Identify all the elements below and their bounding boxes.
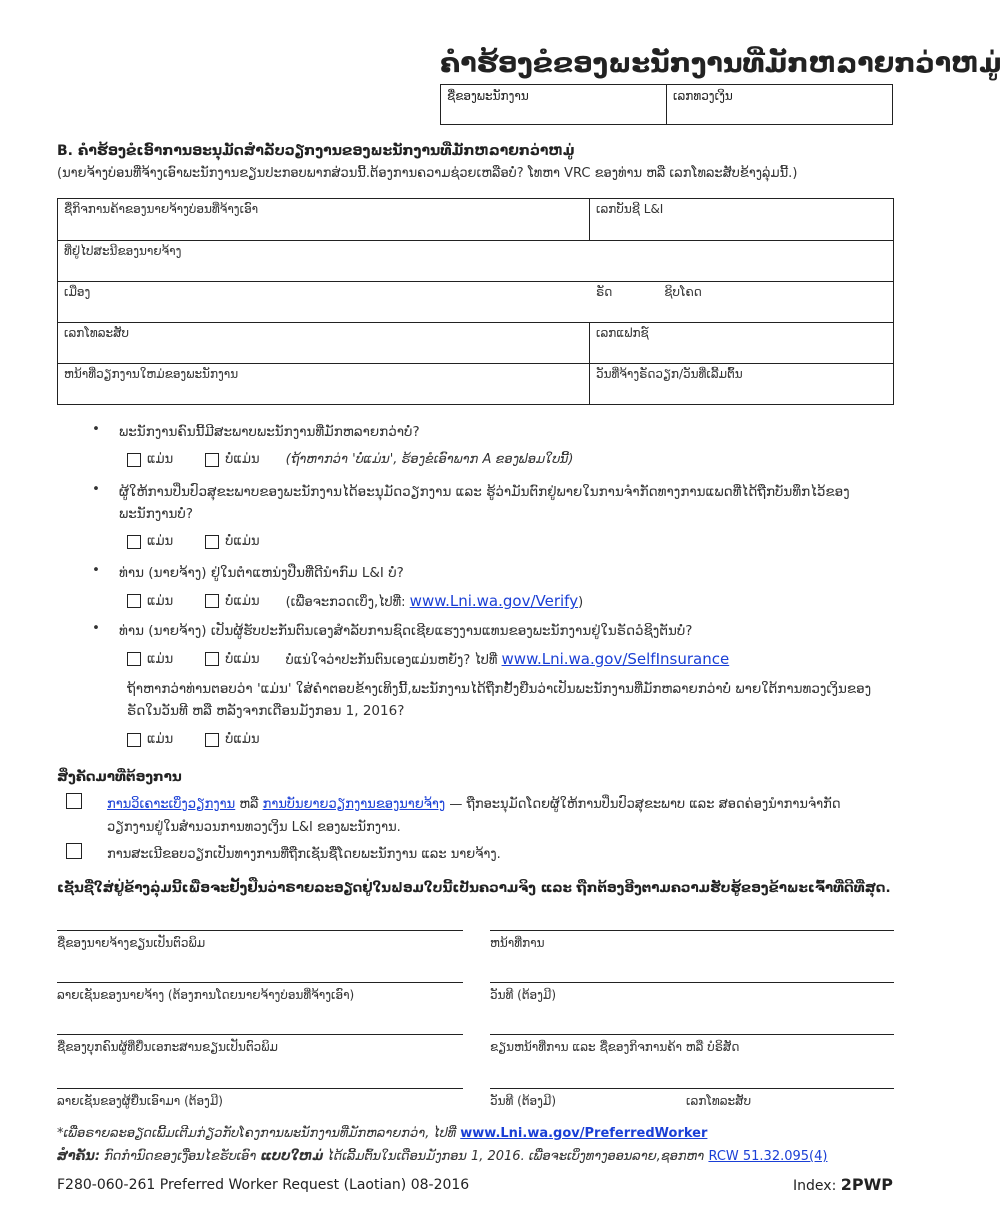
q4-yes-checkbox[interactable] [127, 652, 141, 666]
q3-yes-label: ແມ່ນ [147, 593, 174, 609]
index-value: 2PWP [840, 1175, 893, 1194]
doc-1-or: ຫລື [239, 797, 259, 812]
self-insurance-link[interactable]: www.Lni.wa.gov/SelfInsurance [501, 650, 730, 668]
q2-yes-label: ແມ່ນ [147, 534, 174, 549]
hire-date-label: ວັນທີ່ຈ້າງຣັດວຽກ/ວັນທີ່ເລີ້ມຕົ້ນ [596, 367, 743, 381]
important-new: ແບບໃຫມ່ [260, 1149, 324, 1164]
phone-field[interactable] [58, 323, 590, 363]
preparer-title-line[interactable] [490, 1034, 894, 1054]
date-line[interactable] [490, 982, 894, 1002]
question-3 [92, 562, 882, 584]
verify-link[interactable]: www.Lni.wa.gov/Verify [409, 592, 579, 610]
preparer-signature-label: ລາຍເຊັນຂອງຜູ້ຍື່ນເອົາມາ (ຕ້ອງມີ) [57, 1094, 223, 1108]
job-analysis-link[interactable]: ການວິເຄາະເບິ່ງວຽກງານ [107, 797, 236, 812]
job-description-link[interactable]: ການບັນຍາຍວຽກງານຂອງນາຍຈ້າງ [262, 797, 446, 812]
rcw-link[interactable]: RCW 51.32.095(4) [708, 1149, 828, 1164]
q3-note-end: ) [578, 595, 584, 610]
q1-yes-label: ແມ່ນ [147, 452, 174, 467]
q4-note [286, 650, 730, 668]
doc-1-rest: — ຖືກອະນຸມັດໂດຍຜູ້ໃຫ້ການປິ່ນປົວສຸຂະພາບ ແລະ ສອດຄ່ອງນຳການຈຳກັດວຽກງານຢູ່ໃນສຳນວນການທວງເງິນ L&I ຂອງພະນັກງານ. [107, 797, 841, 835]
q1-note: (ຖ້າຫາກວ່າ 'ບໍ່ແມ່ນ', ຮ້ອງຂໍເອົາພາກ A ຂອງຟອມໃບນີ້) [285, 452, 574, 467]
address-label: ທີ່ຢູ່ໄປສະນີຂອງນາຍຈ້າງ [64, 244, 182, 258]
q3-note [286, 592, 584, 610]
q1-no-label: ບໍ່ແມ່ນ [225, 452, 260, 467]
attestation-text: ເຊັນຊື່ໃສ່ຢູ່ຂ້າງລຸ່ມນີ້ເພື່ອຈະຢັ້ງຢືນວ່າຣາຍລະອຽດຢູ່ໃນຟອມໃບນີ້ເປັນຄວາມຈິງ ແລະ ຖືກຕ້ອງອີງຕາມຄວາມຮັບຮູ້ຂອງຂ້າພະເຈົ້າທີ່ດີທີ່ສຸດ. [57, 880, 891, 896]
bullet-icon: • [92, 481, 100, 497]
important-text: ກົດກຳນົດຂອງເງື່ອນໄຂຮັບເອົາ [104, 1149, 257, 1164]
address-field[interactable] [58, 241, 893, 281]
employer-signature-line[interactable] [57, 982, 463, 1002]
followup-no-label: ບໍ່ແມ່ນ [225, 732, 260, 747]
followup-no-checkbox[interactable] [205, 733, 219, 747]
worker-name-field[interactable] [441, 85, 666, 124]
q4-no-checkbox[interactable] [205, 652, 219, 666]
hire-date-field[interactable] [590, 364, 893, 404]
q3-yes-checkbox[interactable] [127, 594, 141, 608]
question-4-text: ທ່ານ (ນາຍຈ້າງ) ເປັນຜູ້ຮັບປະກັນຕົນເອງສຳລັບການຊົດເຊີຍແຮງງານແທນຂອງພະນັກງານຢູ່ໃນຣັດວໍຊິງຕັນບໍ່? [119, 623, 693, 639]
question-3-text: ທ່ານ (ນາຍຈ້າງ) ຢູ່ໃນຕຳແຫນ່ງປືນທີ່ດີນຳກົມ L&I ບໍ່? [119, 565, 404, 581]
document-item-2 [66, 843, 886, 866]
date-phone-line[interactable] [490, 1088, 894, 1108]
section-b-subtitle: (ນາຍຈ້າງບ່ອນທີ່ຈ້າງເອົາພະນັກງານຂຽນປະກອບພາກສ່ວນນີ້.ຕ້ອງການຄວາມຊ່ວຍເຫລືອບໍ່? ໂທຫາ VRC ຂອງທ່ານ ຫລື ເລກໂທລະສັບຂ້າງລຸ່ມນີ້.) [57, 166, 798, 181]
business-name-field[interactable] [58, 199, 590, 240]
question-2-text: ຜູ້ໃຫ້ການປິ່ນປົວສຸຂະພາບຂອງພະນັກງານໄດ້ອະນຸມັດວຽກງານ ແລະ ຮູ້ວ່າມັນຕົກຢູ່ພາຍໃນການຈຳກັດທາງການແພດທີ່ໄດ້ຖືກບັນທຶກໄວ້ຂອງພະນັກງານບໍ່? [119, 484, 850, 522]
preparer-name-line[interactable] [57, 1034, 463, 1054]
section-b-title: B. ຄຳຮ້ອງຂໍເອົາການອະນຸມັດສຳລັບວຽກງານຂອງພະນັກງານທີ່ມັກຫລາຍກວ່າຫມູ່ [57, 143, 575, 159]
question-2 [92, 481, 882, 525]
worker-name-label: ຊື່ຂອງພະນັກງານ [447, 89, 529, 103]
li-account-field[interactable] [590, 199, 893, 240]
date-label-2: ວັນທີ (ຕ້ອງມີ) [490, 1094, 557, 1108]
q2-no-label: ບໍ່ແມ່ນ [225, 534, 260, 549]
new-job-title-field[interactable] [58, 364, 590, 404]
city-field[interactable] [58, 282, 590, 322]
li-account-label: ເລກບັນຊີ L&I [596, 202, 664, 216]
form-title: ຄຳຮ້ອງຂໍຂອງພະນັກງານທີ່ມັກຫລາຍກວ່າຫມູ່ [440, 48, 1002, 79]
q3-no-checkbox[interactable] [205, 594, 219, 608]
employer-row-3 [58, 281, 893, 322]
preferred-worker-link[interactable]: www.Lni.wa.gov/PreferredWorker [460, 1126, 708, 1141]
q4-yes-label: ແມ່ນ [147, 651, 174, 667]
q2-yes-checkbox[interactable] [127, 535, 141, 549]
question-4 [92, 620, 882, 642]
followup-yes-checkbox[interactable] [127, 733, 141, 747]
doc-1-checkbox[interactable] [66, 793, 82, 809]
q1-yes-checkbox[interactable] [127, 453, 141, 467]
preparer-name-label: ຊື່ຂອງບຸກຄົນຜູ້ທີ່ຍື່ນເອກະສານຂຽນເປັນຕົວພິມ [57, 1040, 278, 1054]
zip-label: ຊິບໂຄດ [664, 285, 702, 299]
employer-row-2 [58, 240, 893, 281]
bullet-icon: • [92, 562, 100, 578]
fax-field[interactable] [590, 323, 893, 363]
worker-info-box [440, 84, 893, 125]
question-3-options [127, 592, 583, 610]
q2-no-checkbox[interactable] [205, 535, 219, 549]
employer-row-4 [58, 322, 893, 363]
city-label: ເມືອງ [64, 285, 91, 299]
followup-yes-label: ແມ່ນ [147, 732, 174, 747]
q1-no-checkbox[interactable] [205, 453, 219, 467]
required-documents-title: ສິ່ງຄັດມາທີ່ຕ້ອງການ [57, 769, 182, 785]
fax-label: ເລກແຟກຊ໌ [596, 326, 649, 340]
document-item-1 [66, 793, 886, 839]
employer-name-line[interactable] [57, 930, 463, 950]
question-1 [92, 421, 882, 443]
preparer-title-label: ຂຽນຫນ້າທີ່ການ ແລະ ຊື່ຂອງກິຈການຄ້າ ຫລື ບໍຣິສັດ [490, 1040, 740, 1054]
doc-1-text [107, 793, 886, 839]
employer-row-5 [58, 363, 893, 404]
more-info-footnote [57, 1126, 707, 1141]
more-info-text: *ເພື່ອຣາຍລະອຽດເພີ້ມເຕີມກ່ຽວກັບໂຄງການພະນັກງານທີ່ມັກຫລາຍກວ່າ, ໄປທີ່ [57, 1126, 457, 1141]
employer-row-1 [58, 199, 893, 240]
business-name-label: ຊື່ກິຈການຄ້າຂອງນາຍຈ້າງບ່ອນທີ່ຈ້າງເອົາ [64, 202, 259, 216]
index-label: Index: [793, 1178, 837, 1194]
q4-note-text: ບໍ່ແນ່ໃຈວ່າປະກັນຕົນເອງແມ່ນຫຍັງ? ໄປທີ່ [285, 653, 498, 668]
preparer-signature-line[interactable] [57, 1088, 463, 1108]
employer-name-label: ຊື່ຂອງນາຍຈ້າງຂຽນເປັນຕົວພິມ [57, 936, 206, 950]
question-4-options [127, 650, 729, 668]
doc-2-checkbox[interactable] [66, 843, 82, 859]
question-1-options [127, 452, 573, 467]
new-job-title-label: ຫນ້າທີ່ວຽກງານໃຫມ່ຂອງພະນັກງານ [64, 367, 239, 381]
important-label: ສຳຄັນ: [57, 1149, 101, 1164]
doc-2-text: ການສະເນີຂອບວຽກເປັນທາງການທີ່ຖືກເຊັນຊື່ໂດຍພະນັກງານ ແລະ ນາຍຈ້າງ. [107, 847, 501, 862]
phone-label-2: ເລກໂທລະສັບ [686, 1094, 752, 1108]
question-2-options [127, 534, 260, 549]
important-rest: ໄດ້ເລີ້ມຕົ້ນໃນເດືອນມັງກອນ 1, 2016. ເພື່ອຈະເບິ່ງທາງອອນລາຍ,ຊອກຫາ [327, 1149, 705, 1164]
title-label: ຫນ້າທີ່ການ [490, 936, 545, 950]
state-label: ຣັດ [596, 285, 613, 299]
q3-note-text: (ເພື່ອຈະກວດເບິ່ງ,ໄປທີ່: [285, 595, 406, 610]
title-line[interactable] [490, 930, 894, 950]
followup-options [127, 732, 260, 747]
form-id: F280-060-261 Preferred Worker Request (Laotian) 08-2016 [57, 1177, 470, 1193]
q3-no-label: ບໍ່ແມ່ນ [225, 593, 260, 609]
state-zip-field[interactable] [590, 282, 893, 322]
bullet-icon: • [92, 421, 100, 437]
form-index [793, 1175, 893, 1194]
claim-number-label: ເລກທວງເງິນ [673, 89, 733, 103]
q4-no-label: ບໍ່ແມ່ນ [225, 651, 260, 667]
bullet-icon: • [92, 620, 100, 636]
employer-signature-label: ລາຍເຊັນຂອງນາຍຈ້າງ (ຕ້ອງການໂດຍນາຍຈ້າງບ່ອນທີ່ຈ້າງເອົາ) [57, 988, 355, 1002]
question-1-text: ພະນັກງານຄົນນີ້ມີສະພາບພະນັກງານທີ່ມັກຫລາຍກວ່າບໍ່? [119, 424, 420, 440]
important-footnote [57, 1149, 827, 1164]
phone-label: ເລກໂທລະສັບ [64, 326, 130, 340]
employer-info-table [57, 198, 894, 405]
date-label: ວັນທີ (ຕ້ອງມີ) [490, 988, 557, 1002]
followup-question: ຖ້າຫາກວ່າທ່ານຕອບວ່າ 'ແມ່ນ' ໃສ່ຄຳຕອບຂ້າງເທິງນີ້,ພະນັກງານໄດ້ຖືກຢັ້ງຢືນວ່າເປັນພະນັກງານທີ່ມັກຫລາຍກວ່າບໍ່ ພາຍໃຕ້ການທວງເງິນຂອງຣັດໃນວັນທີ ຫລື ຫລັງຈາກເດືອນມັງກອນ 1, 2016? [127, 681, 872, 719]
claim-number-field[interactable] [666, 85, 892, 124]
